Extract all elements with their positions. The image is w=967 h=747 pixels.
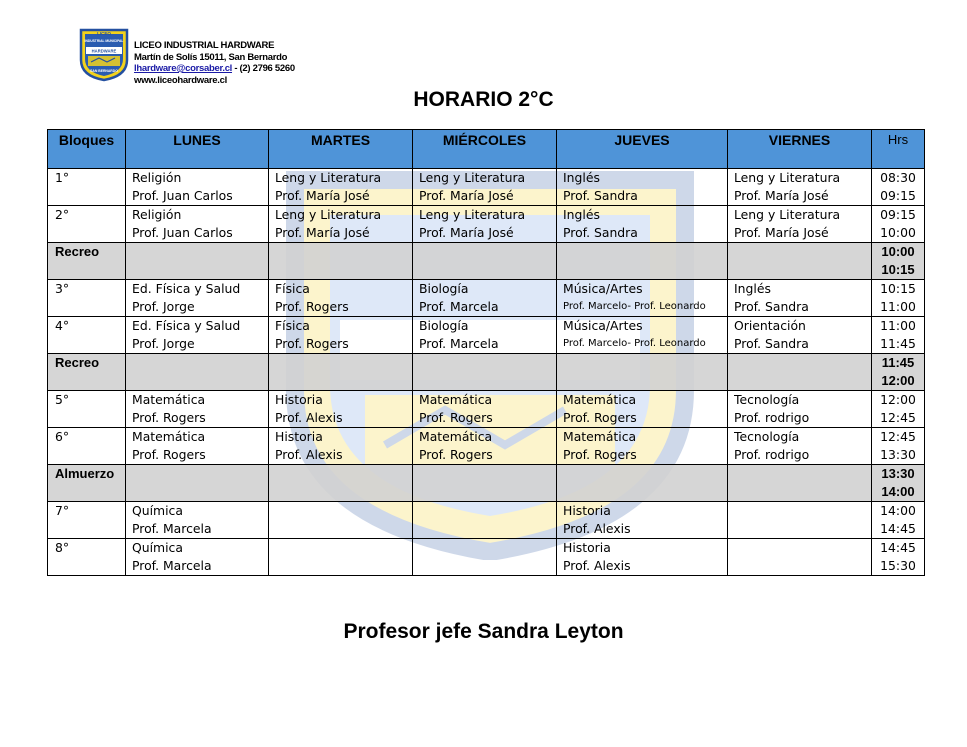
start-time: 12:00 bbox=[880, 392, 916, 407]
schedule-cell bbox=[413, 354, 557, 391]
teacher: Prof. Rogers bbox=[275, 336, 349, 351]
column-header: LUNES bbox=[126, 130, 269, 169]
block-label: 8° bbox=[48, 539, 126, 576]
schedule-cell bbox=[269, 391, 413, 428]
teacher: Prof. Marcela bbox=[419, 336, 499, 351]
column-header: MIÉRCOLES bbox=[413, 130, 557, 169]
schedule-cell bbox=[557, 206, 728, 243]
schedule-cell bbox=[126, 243, 269, 280]
subject: Ed. Física y Salud bbox=[132, 281, 241, 296]
teacher: Prof. Rogers bbox=[419, 410, 493, 425]
block-label: 3° bbox=[48, 280, 126, 317]
block-label: 4° bbox=[48, 317, 126, 354]
teacher: Prof. Rogers bbox=[563, 447, 637, 462]
teacher: Prof. Rogers bbox=[132, 410, 206, 425]
time-range bbox=[872, 465, 925, 502]
subject: Orientación bbox=[734, 318, 806, 333]
schedule-cell bbox=[126, 206, 269, 243]
teacher: Prof. Sandra bbox=[734, 336, 809, 351]
time-range bbox=[872, 502, 925, 539]
teacher: Prof. rodrigo bbox=[734, 410, 810, 425]
schedule-cell bbox=[413, 317, 557, 354]
end-time: 12:00 bbox=[881, 373, 915, 388]
schedule-cell bbox=[126, 280, 269, 317]
column-header: JUEVES bbox=[557, 130, 728, 169]
start-time: 09:15 bbox=[880, 207, 916, 222]
school-email-link[interactable]: lhardware@corsaber.cl bbox=[134, 63, 233, 74]
end-time: 11:00 bbox=[880, 299, 916, 314]
logo-bottom-text: SAN BERNARDO bbox=[90, 69, 118, 73]
schedule-cell bbox=[126, 391, 269, 428]
logo-top-text: LICEO bbox=[97, 31, 111, 36]
start-time: 10:15 bbox=[880, 281, 916, 296]
teacher: Prof. Marcelo- Prof. Leonardo bbox=[563, 301, 706, 312]
teacher: Prof. Rogers bbox=[132, 447, 206, 462]
teacher: Prof. Alexis bbox=[563, 558, 631, 573]
block-label: 5° bbox=[48, 391, 126, 428]
end-time: 14:45 bbox=[880, 521, 916, 536]
subject: Leng y Literatura bbox=[419, 207, 526, 222]
teacher: Prof. Alexis bbox=[275, 447, 343, 462]
schedule-cell bbox=[728, 354, 872, 391]
column-header: Bloques bbox=[48, 130, 126, 169]
schedule-cell bbox=[126, 502, 269, 539]
schedule-cell bbox=[413, 428, 557, 465]
subject: Música/Artes bbox=[563, 318, 643, 333]
schedule-cell bbox=[728, 243, 872, 280]
schedule-cell bbox=[126, 428, 269, 465]
subject: Química bbox=[132, 503, 183, 518]
teacher: Prof. Sandra bbox=[563, 225, 638, 240]
school-info bbox=[134, 40, 295, 86]
time-range bbox=[872, 169, 925, 206]
teacher: Prof. Marcelo- Prof. Leonardo bbox=[563, 338, 706, 349]
subject: Religión bbox=[132, 207, 182, 222]
teacher: Prof. Alexis bbox=[275, 410, 343, 425]
time-range bbox=[872, 206, 925, 243]
schedule-cell bbox=[269, 280, 413, 317]
schedule-cell bbox=[728, 280, 872, 317]
schedule-cell bbox=[728, 206, 872, 243]
teacher: Prof. María José bbox=[419, 188, 514, 203]
subject: Biología bbox=[419, 318, 469, 333]
teacher: Prof. María José bbox=[734, 225, 829, 240]
school-name: LICEO INDUSTRIAL HARDWARE bbox=[134, 40, 275, 51]
teacher: Prof. Marcela bbox=[132, 521, 212, 536]
start-time: 14:45 bbox=[880, 540, 916, 555]
time-range bbox=[872, 354, 925, 391]
schedule-cell bbox=[557, 391, 728, 428]
end-time: 10:15 bbox=[881, 262, 915, 277]
schedule-cell bbox=[413, 391, 557, 428]
schedule-cell bbox=[413, 280, 557, 317]
start-time: 14:00 bbox=[880, 503, 916, 518]
schedule-cell bbox=[728, 539, 872, 576]
schedule-cell bbox=[413, 502, 557, 539]
subject: Leng y Literatura bbox=[275, 170, 382, 185]
end-time: 09:15 bbox=[880, 188, 916, 203]
schedule-cell bbox=[126, 539, 269, 576]
start-time: 11:45 bbox=[881, 355, 915, 370]
schedule-cell bbox=[413, 243, 557, 280]
schedule-cell bbox=[728, 391, 872, 428]
header-row bbox=[48, 130, 925, 169]
subject: Matemática bbox=[132, 429, 206, 444]
subject: Leng y Literatura bbox=[734, 170, 841, 185]
schedule-cell bbox=[557, 169, 728, 206]
teacher: Prof. Rogers bbox=[563, 410, 637, 425]
teacher: Prof. Marcela bbox=[419, 299, 499, 314]
school-website[interactable]: www.liceohardware.cl bbox=[134, 74, 227, 86]
subject: Biología bbox=[419, 281, 469, 296]
schedule-cell bbox=[413, 169, 557, 206]
schedule-cell bbox=[126, 354, 269, 391]
school-address: Martín de Solís 15011, San Bernardo bbox=[134, 51, 288, 63]
time-range bbox=[872, 391, 925, 428]
teacher: Prof. Juan Carlos bbox=[132, 188, 233, 203]
subject: Religión bbox=[132, 170, 182, 185]
column-header: Hrs bbox=[872, 130, 925, 169]
teacher: Prof. Jorge bbox=[132, 299, 195, 314]
subject: Matemática bbox=[419, 392, 493, 407]
schedule-cell bbox=[269, 243, 413, 280]
end-time: 10:00 bbox=[880, 225, 916, 240]
subject: Matemática bbox=[563, 392, 637, 407]
subject: Química bbox=[132, 540, 183, 555]
subject: Música/Artes bbox=[563, 281, 643, 296]
break-row bbox=[48, 465, 925, 502]
schedule-table bbox=[47, 129, 925, 576]
column-header: VIERNES bbox=[728, 130, 872, 169]
block-label: Recreo bbox=[48, 243, 126, 280]
end-time: 14:00 bbox=[881, 484, 915, 499]
logo-band-text: HARDWARE bbox=[91, 48, 117, 54]
teacher: Prof. Sandra bbox=[563, 188, 638, 203]
schedule-cell bbox=[269, 502, 413, 539]
start-time: 10:00 bbox=[881, 244, 915, 259]
teacher: Prof. Sandra bbox=[734, 299, 809, 314]
teacher: Prof. Marcela bbox=[132, 558, 212, 573]
teacher: Prof. rodrigo bbox=[734, 447, 810, 462]
start-time: 12:45 bbox=[880, 429, 916, 444]
schedule-cell bbox=[269, 317, 413, 354]
teacher: Prof. Juan Carlos bbox=[132, 225, 233, 240]
subject: Historia bbox=[275, 429, 323, 444]
teacher: Prof. Rogers bbox=[419, 447, 493, 462]
schedule-cell bbox=[557, 354, 728, 391]
table-row bbox=[48, 391, 925, 428]
schedule-cell bbox=[126, 169, 269, 206]
schedule-cell bbox=[413, 539, 557, 576]
subject: Historia bbox=[563, 503, 611, 518]
subject: Historia bbox=[563, 540, 611, 555]
table-row bbox=[48, 169, 925, 206]
subject: Leng y Literatura bbox=[734, 207, 841, 222]
table-row bbox=[48, 539, 925, 576]
schedule-cell bbox=[728, 465, 872, 502]
schedule-cell bbox=[557, 428, 728, 465]
subject: Historia bbox=[275, 392, 323, 407]
schedule-cell bbox=[557, 502, 728, 539]
teacher: Prof. Alexis bbox=[563, 521, 631, 536]
schedule-cell bbox=[728, 169, 872, 206]
table-row bbox=[48, 280, 925, 317]
schedule-cell bbox=[728, 502, 872, 539]
schedule-cell bbox=[269, 428, 413, 465]
schedule-cell bbox=[557, 243, 728, 280]
page-title: HORARIO 2°C bbox=[413, 88, 554, 111]
schedule-cell bbox=[413, 465, 557, 502]
break-row bbox=[48, 243, 925, 280]
subject: Matemática bbox=[132, 392, 206, 407]
time-range bbox=[872, 243, 925, 280]
end-time: 11:45 bbox=[880, 336, 916, 351]
schedule-cell bbox=[557, 465, 728, 502]
teacher: Prof. María José bbox=[275, 225, 370, 240]
time-range bbox=[872, 280, 925, 317]
schedule-cell bbox=[728, 428, 872, 465]
time-range bbox=[872, 539, 925, 576]
subject: Inglés bbox=[563, 170, 600, 185]
subject: Matemática bbox=[419, 429, 493, 444]
time-range bbox=[872, 428, 925, 465]
teacher: Prof. María José bbox=[275, 188, 370, 203]
subject: Ed. Física y Salud bbox=[132, 318, 241, 333]
table-row bbox=[48, 428, 925, 465]
schedule-cell bbox=[557, 280, 728, 317]
end-time: 13:30 bbox=[880, 447, 916, 462]
schedule-cell bbox=[269, 206, 413, 243]
subject: Física bbox=[275, 318, 310, 333]
schedule-cell bbox=[269, 539, 413, 576]
subject: Leng y Literatura bbox=[275, 207, 382, 222]
schedule-cell bbox=[269, 354, 413, 391]
schedule-cell bbox=[413, 206, 557, 243]
end-time: 12:45 bbox=[880, 410, 916, 425]
start-time: 11:00 bbox=[880, 318, 916, 333]
column-header: MARTES bbox=[269, 130, 413, 169]
block-label: 7° bbox=[48, 502, 126, 539]
table-row bbox=[48, 206, 925, 243]
block-label: Recreo bbox=[48, 354, 126, 391]
block-label: 1° bbox=[48, 169, 126, 206]
teacher: Prof. María José bbox=[734, 188, 829, 203]
schedule-cell bbox=[126, 317, 269, 354]
subject: Inglés bbox=[563, 207, 600, 222]
school-contact bbox=[134, 63, 295, 75]
logo-ring-text: INDUSTRIAL MUNICIPAL bbox=[84, 39, 124, 43]
start-time: 13:30 bbox=[881, 466, 915, 481]
teacher: Prof. Rogers bbox=[275, 299, 349, 314]
schedule-cell bbox=[557, 317, 728, 354]
school-phone: - (2) 2796 5260 bbox=[232, 63, 295, 74]
school-logo bbox=[77, 26, 131, 82]
time-range bbox=[872, 317, 925, 354]
schedule-cell bbox=[557, 539, 728, 576]
schedule-cell bbox=[269, 169, 413, 206]
subject: Matemática bbox=[563, 429, 637, 444]
teacher: Prof. María José bbox=[419, 225, 514, 240]
block-label: 6° bbox=[48, 428, 126, 465]
table-row bbox=[48, 317, 925, 354]
homeroom-teacher: Profesor jefe Sandra Leyton bbox=[343, 620, 624, 643]
subject: Tecnología bbox=[734, 392, 800, 407]
break-row bbox=[48, 354, 925, 391]
subject: Física bbox=[275, 281, 310, 296]
table-row bbox=[48, 502, 925, 539]
block-label: 2° bbox=[48, 206, 126, 243]
end-time: 15:30 bbox=[880, 558, 916, 573]
schedule-cell bbox=[728, 317, 872, 354]
teacher: Prof. Jorge bbox=[132, 336, 195, 351]
block-label: Almuerzo bbox=[48, 465, 126, 502]
start-time: 08:30 bbox=[880, 170, 916, 185]
schedule-cell bbox=[269, 465, 413, 502]
subject: Inglés bbox=[734, 281, 771, 296]
subject: Leng y Literatura bbox=[419, 170, 526, 185]
subject: Tecnología bbox=[734, 429, 800, 444]
schedule-cell bbox=[126, 465, 269, 502]
